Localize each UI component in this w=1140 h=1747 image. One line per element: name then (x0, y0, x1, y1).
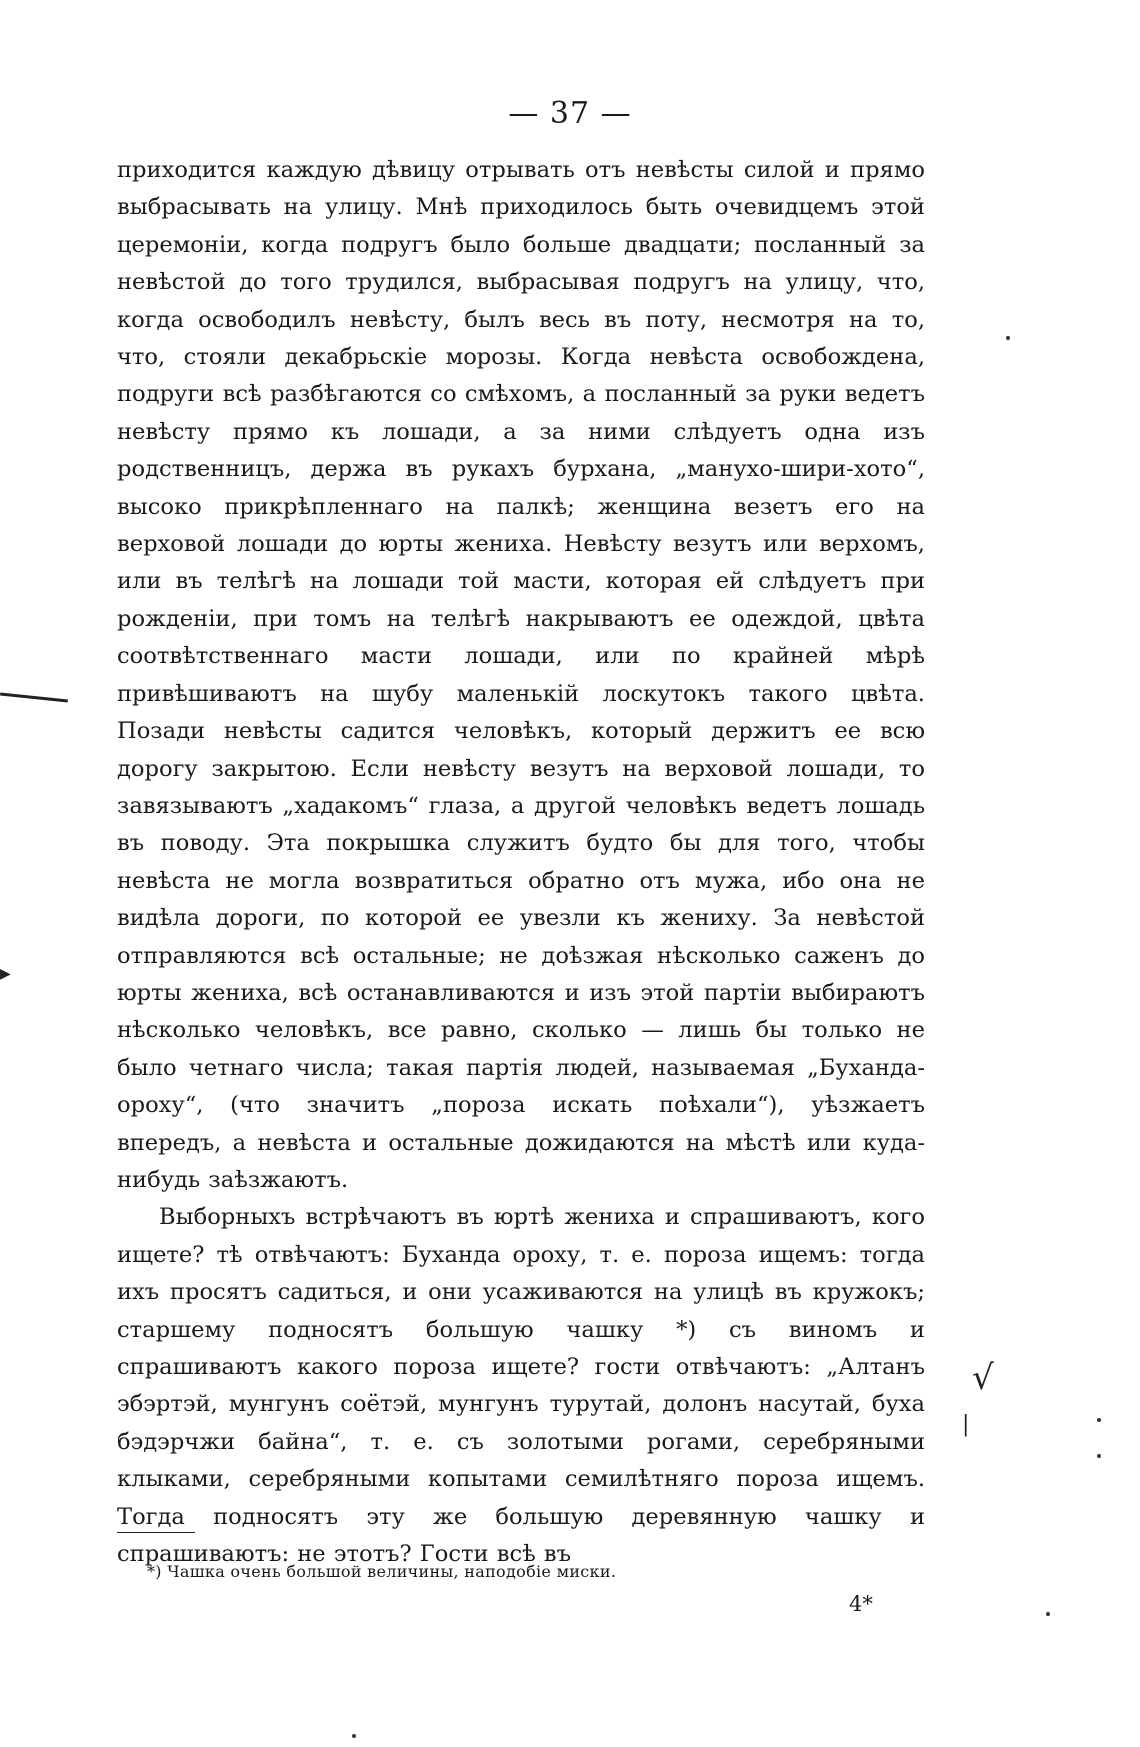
speck-dot (1097, 1454, 1101, 1458)
footnote: *) Чашка очень большой величины, наподобіе миски. (147, 1562, 617, 1581)
paragraph-2: Выборныхъ встрѣчаютъ въ юртѣ жениха и спрашиваютъ, кого ищете? тѣ отвѣчаютъ: Буханда ороху, т. е. пороза ищемъ: тогда ихъ просятъ садиться, и они усаживаются на улицѣ въ кружокъ; старшему подносятъ большую чашку *) съ виномъ и спрашиваютъ какого пороза ищете? гости отвѣчаютъ: „Алтанъ эбэртэй, мунгунъ соётэй, мунгунъ турутай, долонъ насутай, буха бэдэрчжи байна“, т. е. съ золотыми рогами, серебряными клыками, серебряными копытами семилѣтняго пороза ищемъ. Тогда подносятъ эту же большую деревянную чашку и спрашиваютъ: не этотъ? Гости всѣ въ (117, 1204, 925, 1568)
body-text (117, 152, 925, 1573)
margin-check-mark: √ (972, 1358, 994, 1398)
margin-bar-mark: | (962, 1412, 970, 1437)
paragraph-1: приходится каждую дѣвицу отрывать отъ невѣсты силой и прямо выбрасывать на улицу. Мнѣ приходилось быть очевидцемъ этой церемоніи, когда подругъ было больше двадцати; посланный за невѣстой до того трудился, выбрасывая подругъ на улицу, что, когда освободилъ невѣсту, былъ весь въ поту, несмотря на то, что, стояли декабрьскіе морозы. Когда невѣста освобождена, подруги всѣ разбѣгаются со смѣхомъ, а посланный за руки ведетъ невѣсту прямо къ лошади, а за ними слѣдуетъ одна изъ родственницъ, держа въ рукахъ бурхана, „манухо-шири-хото“, высоко прикрѣпленнаго на палкѣ; женщина везетъ его на верховой лошади до юрты жениха. Невѣсту везутъ или верхомъ, или въ телѣгѣ на лошади той масти, которая ей слѣдуетъ при рожденіи, при томъ на телѣгѣ накрываютъ ее одеждой, цвѣта соотвѣтственнаго масти лошади, или по крайней мѣрѣ привѣшиваютъ на шубу маленькій лоскутокъ такого цвѣта. Позади невѣсты садится человѣкъ, который держитъ ее всю дорогу закрытою. Если невѣсту везутъ на верховой лошади, то завязываютъ „хадакомъ“ глаза, а другой человѣкъ ведетъ лошадь въ поводу. Эта покрышка служитъ будто бы для того, чтобы невѣста не могла возвратиться обратно отъ мужа, ибо она не видѣла дороги, по которой ее увезли къ жениху. За невѣстой отправляются всѣ остальные; не доѣзжая нѣсколько саженъ до юрты жениха, всѣ останавливаются и изъ этой партіи выбираютъ нѣсколько человѣкъ, все равно, сколько — лишь бы только не было четнаго числа; такая партія людей, называемая „Буханда-ороху“, (что значитъ „пороза искать поѣхали“), уѣзжаетъ впередъ, а невѣста и остальные дожидаются на мѣстѣ или куда-нибудь заѣзжаютъ. (117, 157, 925, 1193)
speck-dot (1046, 1612, 1050, 1616)
margin-arrow-icon: ▶ (0, 966, 11, 982)
speck-dot (1006, 336, 1010, 340)
speck-dot (352, 1734, 356, 1738)
margin-dash-mark (0, 692, 68, 702)
signature-mark: 4* (849, 1592, 873, 1616)
footnote-divider (117, 1532, 195, 1533)
page-number: — 37 — (508, 96, 632, 131)
speck-dot (1097, 1418, 1101, 1422)
